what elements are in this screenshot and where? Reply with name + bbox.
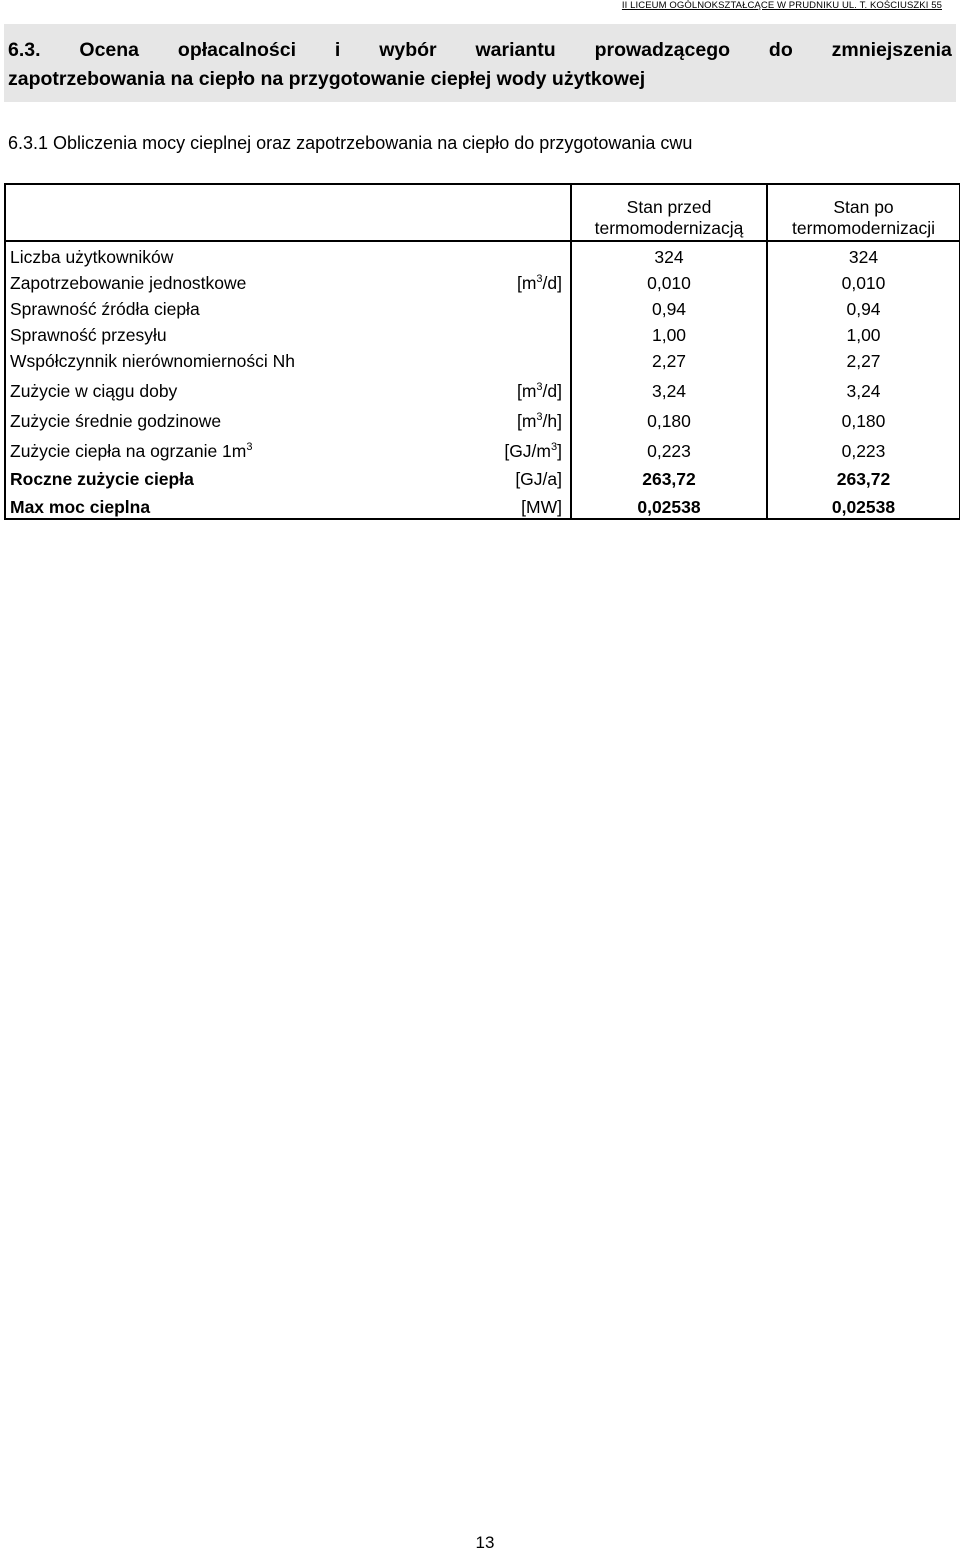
header-after [767,184,960,241]
row-label-text: Liczba użytkowników [10,247,174,267]
row-label [5,402,405,432]
heading-word: Ocena [79,39,140,61]
value-before: 0,94 [571,294,767,320]
row-unit [405,346,571,372]
row-label-text: Współczynnik nierównomierności Nh [10,351,295,371]
value-before: 2,27 [571,346,767,372]
table-row [5,462,960,490]
value-before: 1,00 [571,320,767,346]
row-unit [405,241,571,268]
value-before: 324 [571,241,767,268]
table-row [5,320,960,346]
table-row [5,346,960,372]
row-label [5,490,405,519]
unit-superscript: 3 [536,381,543,393]
row-unit [405,432,571,462]
header-before [571,184,767,241]
value-before: 0,180 [571,402,767,432]
row-unit [405,462,571,490]
header-empty-cell [5,184,405,241]
row-unit [405,372,571,402]
heading-word: wariantu [475,39,556,61]
subsection-title: 6.3.1 Obliczenia mocy cieplnej oraz zapotrzebowania na ciepło do przygotowania cwu [8,133,693,153]
row-label-text: Zużycie średnie godzinowe [10,411,222,431]
value-after: 324 [767,241,960,268]
row-label [5,346,405,372]
unit-text: /d] [542,273,562,293]
table-row [5,432,960,462]
unit-text: /h] [542,411,562,431]
heading-word: i [334,39,341,61]
unit-text: [m [516,381,537,401]
unit-text: [m [516,411,537,431]
heading-word: opłacalności [177,39,297,61]
heading-word: zmniejszenia [831,39,952,61]
heading-word: prowadzącego [594,39,731,61]
heading-word: wybór [379,39,437,61]
section-heading [4,24,956,102]
row-label [5,241,405,268]
table-header-row [5,184,960,241]
row-label-text: Zużycie ciepła na ogrzanie 1m [10,441,247,461]
header-before-line1: Stan przed [626,197,712,217]
row-label-superscript: 3 [246,441,253,453]
unit-superscript: 3 [536,273,543,285]
table-row [5,268,960,294]
row-unit [405,294,571,320]
row-label-text: Max moc cieplna [10,497,151,517]
unit-text: [GJ/m [504,441,551,461]
value-after: 1,00 [767,320,960,346]
row-label-text: Zapotrzebowanie jednostkowe [10,273,247,293]
unit-text: [MW] [521,497,562,517]
header-before-line2: termomodernizacją [594,218,744,238]
value-before: 263,72 [571,462,767,490]
value-before: 0,02538 [571,490,767,519]
table-row [5,294,960,320]
heading-word: do [768,39,793,61]
table-row [5,241,960,268]
calculation-table [4,183,960,520]
unit-text: ] [557,441,562,461]
table-row [5,402,960,432]
row-unit [405,268,571,294]
row-label [5,372,405,402]
value-after: 0,02538 [767,490,960,519]
value-after: 0,94 [767,294,960,320]
section-heading-line2: zapotrzebowania na ciepło na przygotowanie ciepłej wody użytkowej [8,68,646,90]
row-label [5,294,405,320]
row-label [5,268,405,294]
value-after: 0,010 [767,268,960,294]
unit-superscript: 3 [551,441,558,453]
row-label-text: Zużycie w ciągu doby [10,381,178,401]
running-header: II LICEUM OGÓLNOKSZTAŁCĄCE W PRUDNIKU UL. T. KOŚCIUSZKI 55 [621,0,942,11]
table-row [5,372,960,402]
unit-text: /d] [542,381,562,401]
row-unit [405,402,571,432]
row-label-text: Sprawność przesyłu [10,325,167,345]
unit-text: [GJ/a] [515,469,562,489]
heading-word: 6.3. [8,39,41,61]
value-after: 0,223 [767,432,960,462]
value-after: 2,27 [767,346,960,372]
value-before: 0,223 [571,432,767,462]
row-label [5,432,405,462]
unit-superscript: 3 [536,411,543,423]
row-label-text: Roczne zużycie ciepła [10,469,194,489]
unit-text: [m [516,273,537,293]
header-after-line2: termomodernizacji [792,218,935,238]
page-number: 13 [475,1533,495,1552]
row-label [5,320,405,346]
value-before: 0,010 [571,268,767,294]
value-after: 263,72 [767,462,960,490]
section-heading-line1 [8,36,952,65]
row-unit [405,490,571,519]
row-unit [405,320,571,346]
value-after: 3,24 [767,372,960,402]
header-after-line1: Stan po [833,197,894,217]
value-after: 0,180 [767,402,960,432]
value-before: 3,24 [571,372,767,402]
header-unit-cell [405,184,571,241]
row-label-text: Sprawność źródła ciepła [10,299,200,319]
row-label [5,462,405,490]
table-row [5,490,960,519]
